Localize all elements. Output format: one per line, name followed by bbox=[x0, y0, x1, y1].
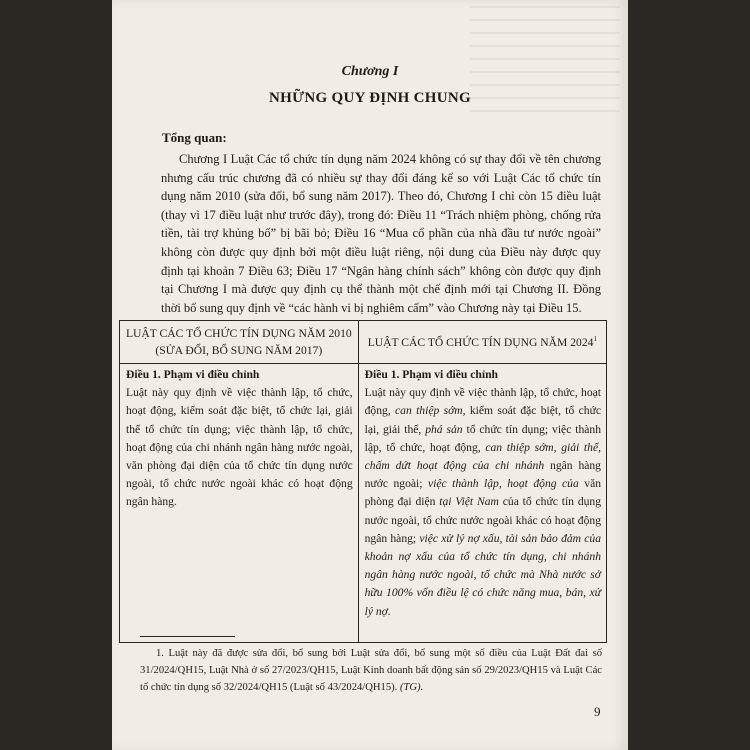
chapter-title: NHỮNG QUY ĐỊNH CHUNG bbox=[269, 90, 471, 106]
text-segment: kiểm soát đặc biệt, tổ chức lại, giải thể, bbox=[364, 404, 602, 436]
footnote-marker: 1 bbox=[593, 334, 597, 343]
amended-text-segment: việc xử lý nợ xấu, tài sản bảo đảm của khoản nợ xấu của tổ chức tín dụng, chi nhánh ngân hàng nước ngoài, tổ chức mà Nhà nước sở hữu 100% vốn điều lệ có chức năng mua, bán, xử lý nợ. bbox=[364, 531, 602, 618]
right-article-text bbox=[365, 386, 601, 617]
comparison-table bbox=[119, 320, 607, 643]
table-row bbox=[120, 364, 607, 643]
footnote bbox=[140, 645, 602, 696]
chapter-number: Chương I bbox=[341, 64, 399, 79]
text-segment: Luật này quy định về việc thành lập, tổ chức, hoạt động, bbox=[364, 386, 601, 418]
text-segment: của tổ chức tín dụng nước ngoài, tổ chức nước ngoài khác có hoạt động ngân hàng; bbox=[364, 495, 602, 545]
page-number: 9 bbox=[594, 704, 601, 719]
book-page bbox=[112, 0, 628, 750]
text-segment: ngân hàng nước ngoài; bbox=[364, 459, 601, 491]
footnote-divider bbox=[140, 636, 235, 637]
table-header-row bbox=[120, 321, 607, 364]
left-cell-2010-law bbox=[120, 364, 359, 643]
amended-text-segment: phá sản bbox=[425, 422, 463, 436]
left-column-header: LUẬT CÁC TỔ CHỨC TÍN DỤNG NĂM 2010 (SỬA ĐỔI, BỔ SUNG NĂM 2017) bbox=[120, 321, 359, 364]
left-article-heading: Điều 1. Phạm vi điều chỉnh bbox=[126, 368, 260, 381]
amended-text-segment: tại Việt Nam bbox=[439, 495, 499, 509]
text-segment: tổ chức tín dụng; việc thành lập, tổ chức, hoạt động, bbox=[364, 422, 601, 454]
right-cell-2024-law bbox=[358, 364, 606, 643]
right-column-header: LUẬT CÁC TỔ CHỨC TÍN DỤNG NĂM 2024$^1$ bbox=[358, 321, 606, 364]
footnote-tail: (TG). bbox=[399, 682, 424, 693]
amended-text-segment: việc thành lập, hoạt động của bbox=[427, 477, 579, 491]
footnote-text: 1. Luật này đã được sửa đổi, bổ sung bởi Luật sửa đổi, bổ sung một số điều của Luật Đất đai số 31/2024/QH15, Luật Nhà ở số 27/2023/QH15, Luật Kinh doanh bất động sản số 29/2023/QH15 và Luật Các tổ chức tín dụng số 32/2024/QH15 (Luật số 43/2024/QH15). bbox=[140, 648, 602, 693]
amended-text-segment: can thiệp sớm, bbox=[395, 404, 466, 418]
left-article-text: Luật này quy định về việc thành lập, tổ chức, hoạt động, kiểm soát đặc biệt, tổ chức lại, giải thể tổ chức tín dụng; việc thành lập, tổ chức, hoạt động của chi nhánh ngân hàng nước ngoài, văn phòng đại diện của tổ chức tín dụng nước ngoài, tổ chức nước ngoài khác có hoạt động ngân hàng. bbox=[126, 386, 353, 509]
overview-paragraph: Chương I Luật Các tổ chức tín dụng năm 2024 không có sự thay đổi về tên chương nhưng cấu trúc chương đã có nhiều sự thay đổi đáng kể so với Luật Các tổ chức tín dụng năm 2010 (sửa đổi, bổ sung năm 2017). Theo đó, Chương I chỉ còn 15 điều luật (thay vì 17 điều luật như trước đây), trong đó: Điều 11 “Trách nhiệm phòng, chống rửa tiền, tài trợ khủng bố” bị bãi bỏ; Điều 16 “Mua cổ phần của nhà đầu tư nước ngoài” không còn được quy định bởi một điều luật riêng, nội dung của Điều này được quy định tại khoản 7 Điều 63; Điều 17 “Ngân hàng chính sách” không còn được quy định tại Chương I mà được quy định cụ thể thành một chế định mới tại Chương II. Đồng thời bổ sung quy định về “các hành vi bị nghiêm cấm” vào Chương này tại Điều 15. bbox=[161, 152, 601, 315]
overview-label: Tổng quan: bbox=[162, 130, 227, 145]
right-article-heading: Điều 1. Phạm vi điều chỉnh bbox=[364, 368, 498, 381]
amended-text-segment: can thiệp sớm, giải thể, chấm dứt hoạt động của chi nhánh bbox=[364, 440, 601, 473]
text-segment: văn phòng đại diện bbox=[364, 477, 602, 509]
